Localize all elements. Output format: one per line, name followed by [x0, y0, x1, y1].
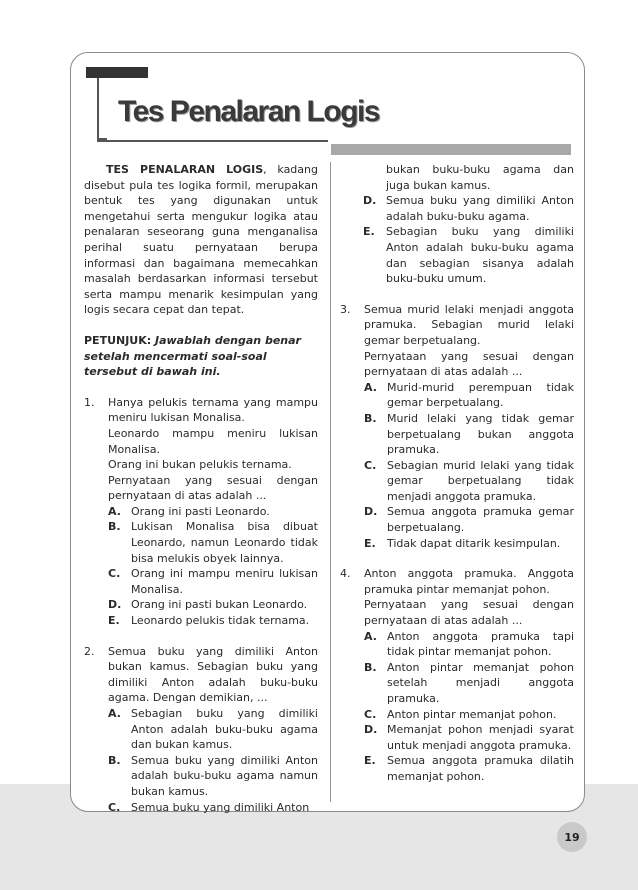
answer-option[interactable]	[364, 411, 574, 458]
option-letter: A.	[364, 629, 377, 643]
question-1	[84, 395, 318, 629]
right-column	[340, 162, 574, 785]
title-bracket	[97, 78, 107, 140]
option-text: Semua buku yang dimiliki Anton	[131, 800, 310, 814]
question-line: Hanya pelukis ternama yang mampu meniru lukisan Monalisa.	[108, 395, 318, 425]
left-column	[84, 162, 318, 815]
option-text: Semua buku yang dimiliki Anton adalah buku-buku agama namun bukan kamus.	[131, 753, 318, 798]
question-number: 3.	[340, 302, 351, 316]
option-letter: C.	[108, 800, 121, 814]
answer-option[interactable]	[108, 597, 318, 613]
question-line: Leonardo mampu meniru lukisan Monalisa.	[108, 426, 318, 456]
answer-option[interactable]	[108, 613, 318, 629]
option-text: Anton pintar memanjat pohon setelah menjadi anggota pramuka.	[387, 660, 574, 705]
option-letter: E.	[364, 536, 376, 550]
answer-option[interactable]	[108, 504, 318, 520]
option-text: Anton pintar memanjat pohon.	[387, 707, 557, 721]
answer-option[interactable]	[108, 566, 318, 597]
option-letter: C.	[108, 567, 121, 581]
option-letter: B.	[108, 520, 121, 534]
instruction	[84, 333, 318, 380]
option-letter: A.	[108, 504, 121, 518]
option-letter: E.	[364, 754, 376, 768]
intro-paragraph	[84, 162, 318, 318]
option-letter: B.	[108, 753, 121, 767]
question-number: 1.	[84, 395, 95, 409]
option-letter: D.	[108, 598, 122, 612]
option-text: Semua buku yang dimiliki Anton adalah buku-buku agama.	[386, 194, 574, 223]
option-text: Orang ini mampu meniru lukisan Monalisa.	[131, 567, 318, 596]
option-letter: D.	[364, 505, 378, 519]
answer-option[interactable]	[108, 706, 318, 753]
instruction-label: PETUNJUK:	[84, 333, 152, 347]
question-3	[340, 302, 574, 552]
page-title: Tes Penalaran Logis	[118, 95, 380, 128]
option-text: Orang ini pasti bukan Leonardo.	[131, 598, 308, 612]
page-number: 19	[557, 822, 587, 852]
answer-option[interactable]	[108, 519, 318, 566]
answer-option[interactable]	[364, 707, 574, 723]
option-letter: B.	[364, 660, 377, 674]
option-letter: E.	[108, 614, 120, 628]
option-letter: D.	[363, 194, 377, 208]
question-line: Anton anggota pramuka. Anggota pramuka pintar memanjat pohon.	[364, 567, 574, 596]
answer-option[interactable]	[363, 193, 574, 224]
answer-option[interactable]	[364, 722, 574, 753]
answer-option[interactable]	[108, 800, 318, 816]
answer-option[interactable]	[364, 458, 574, 505]
option-text: Sebagian murid lelaki yang tidak gemar berpetualang tidak menjadi anggota pramuka.	[387, 458, 574, 503]
option-text: Murid-murid perempuan tidak gemar berpetualang.	[387, 380, 574, 410]
question-line: Semua buku yang dimiliki Anton bukan kamus. Sebagian buku yang dimiliki Anton adalah buku-buku agama. Dengan demikian, ...	[108, 644, 318, 705]
option-text: Lukisan Monalisa bisa dibuat Leonardo, namun Leonardo tidak bisa melukis obyek lainnya.	[131, 520, 318, 565]
question-line: Pernyataan yang sesuai dengan pernyataan di atas adalah ...	[364, 598, 574, 628]
title-underline	[97, 140, 328, 142]
question-4	[340, 566, 574, 784]
question-line: Orang ini bukan pelukis ternama.	[108, 458, 292, 472]
question-number: 2.	[84, 644, 95, 658]
intro-text: , kadang disebut pula tes logika formil, merupakan bentuk tes yang digunakan untuk mengetahui serta mengukur logika atau penalaran seseorang guna menganalisa perihal suatu pernyataan berupa informasi dan bagaimana memecahkan masalah berdasarkan informasi tersebut serta mampu menarik kesimpulan yang logis secara cepat dan tepat.	[84, 163, 318, 317]
option-text: Semua anggota pramuka gemar berpetualang.	[387, 505, 574, 535]
answer-option[interactable]	[364, 380, 574, 411]
option-continuation: bukan buku-buku agama dan juga bukan kamus.	[386, 163, 574, 192]
option-text: Murid lelaki yang tidak gemar berpetualang bukan anggota pramuka.	[387, 411, 574, 457]
option-text: Memanjat pohon menjadi syarat untuk menjadi anggota pramuka.	[387, 723, 574, 752]
option-letter: C.	[364, 707, 377, 721]
question-line: Semua murid lelaki menjadi anggota pramuka. Sebagian murid lelaki gemar berpetualang.	[364, 302, 574, 347]
instruction-text: Jawablah dengan benar setelah mencermati soal-soal tersebut di bawah ini.	[84, 333, 301, 379]
answer-option[interactable]	[363, 224, 574, 286]
option-text: Sebagian buku yang dimiliki Anton adalah buku-buku agama dan bukan kamus.	[131, 707, 318, 752]
question-2	[84, 644, 318, 816]
answer-option[interactable]	[364, 504, 574, 535]
option-letter: B.	[364, 411, 377, 425]
option-letter: A.	[108, 707, 121, 720]
option-letter: D.	[364, 723, 378, 737]
intro-lead: TES PENALARAN LOGIS	[106, 163, 264, 176]
option-text: Anton anggota pramuka tapi tidak pintar memanjat pohon.	[387, 629, 574, 659]
option-text: Sebagian buku yang dimiliki Anton adalah buku-buku agama dan sebagian sisanya adalah buku-buku umum.	[386, 225, 574, 286]
option-letter: A.	[364, 380, 377, 394]
question-2-continued	[340, 162, 574, 287]
answer-option[interactable]	[364, 753, 574, 784]
answer-option[interactable]	[108, 753, 318, 800]
option-text: Tidak dapat ditarik kesimpulan.	[387, 536, 561, 550]
answer-option[interactable]	[364, 660, 574, 707]
title-gray-bar	[331, 144, 571, 155]
title-decoration-bar	[86, 67, 148, 78]
option-text: Orang ini pasti Leonardo.	[131, 504, 270, 518]
question-line: Pernyataan yang sesuai dengan pernyataan di atas adalah ...	[108, 473, 318, 503]
option-text: Leonardo pelukis tidak ternama.	[131, 614, 310, 628]
question-number: 4.	[340, 567, 351, 581]
option-letter: E.	[363, 225, 375, 239]
option-letter: C.	[364, 458, 377, 472]
column-divider	[330, 162, 331, 802]
answer-option[interactable]	[364, 629, 574, 660]
option-text: Semua anggota pramuka dilatih memanjat pohon.	[387, 754, 574, 783]
answer-option[interactable]	[364, 536, 574, 552]
question-line: Pernyataan yang sesuai dengan pernyataan di atas adalah ...	[364, 349, 574, 379]
